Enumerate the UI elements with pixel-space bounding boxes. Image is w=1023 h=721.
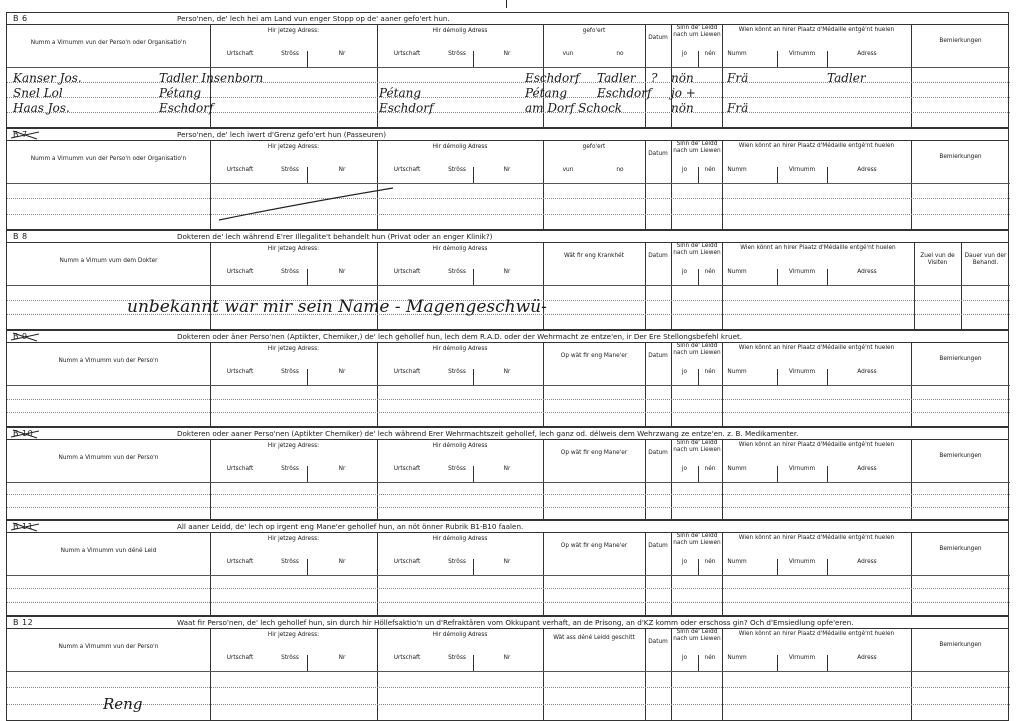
- column-label: Hir démolig Adress: [432, 443, 488, 449]
- column-label: Bemierkungen: [939, 356, 982, 362]
- column-label: Numm: [727, 369, 747, 375]
- column-label: Sinn de' Leidd nach um Liewen: [673, 25, 721, 38]
- handwritten-note: unbekannt war mir sein Name - Magengeschwü-: [127, 297, 547, 317]
- row-rule: [7, 602, 1010, 603]
- column-label: nén: [704, 269, 716, 275]
- column-label: Ströss: [281, 655, 299, 661]
- column-label: Sinn de' Leidd nach um Liewen: [673, 343, 721, 356]
- column-rule: [722, 242, 723, 330]
- column-label: Adress: [857, 167, 877, 173]
- handwritten-entry: jo +: [671, 86, 696, 100]
- column-label: nén: [704, 167, 716, 173]
- section-b9: [6, 330, 1009, 427]
- column-label: Nr: [503, 51, 511, 57]
- section-title-bar: [7, 129, 1008, 141]
- column-label: Ströss: [281, 559, 299, 565]
- column-label: Hir démolig Adress: [432, 28, 488, 34]
- row-rule: [7, 507, 1010, 508]
- column-label: Nr: [338, 466, 346, 472]
- column-label: Bemierkungen: [939, 546, 982, 552]
- column-label: Hir démolig Adress: [432, 144, 488, 150]
- column-label: jo: [681, 466, 688, 472]
- column-label: Adress: [857, 559, 877, 565]
- column-label: vun: [562, 51, 574, 57]
- column-rule: [827, 655, 828, 671]
- column-label: Datum: [648, 353, 668, 359]
- column-label: Urtschaft: [393, 51, 421, 57]
- column-rule: [543, 140, 544, 230]
- column-label: Urtschaft: [226, 559, 254, 565]
- column-rule: [827, 369, 828, 385]
- column-label: Hir jetzeg Adress:: [267, 536, 320, 542]
- column-rule: [377, 532, 378, 616]
- column-label: Urtschaft: [226, 466, 254, 472]
- section-number-strike: [9, 428, 43, 440]
- column-label: Virnumm: [788, 559, 816, 565]
- column-label: gefo'ert: [582, 144, 606, 150]
- column-label: Numm: [727, 559, 747, 565]
- row-rule: [7, 412, 1010, 413]
- column-rule: [671, 140, 672, 230]
- column-label: Sinn de' Leidd nach um Liewen: [673, 440, 721, 453]
- column-label: Numm: [727, 51, 747, 57]
- column-label: gefo'ert: [582, 28, 606, 34]
- column-label: Hir jetzeg Adress:: [267, 28, 320, 34]
- column-label: Hir démolig Adress: [432, 246, 488, 252]
- section-title-bar: [7, 13, 1008, 25]
- column-label: Adress: [857, 51, 877, 57]
- column-label: Wien könnt an hirer Plaatz d'Médaille entgé'nt huelen: [738, 535, 895, 541]
- column-label: Wien könnt an hirer Plaatz d'Médaille entgé'nt huelen: [738, 345, 895, 351]
- column-label: Datum: [648, 450, 668, 456]
- column-label: Ströss: [448, 167, 466, 173]
- row-rule: [7, 671, 1010, 672]
- column-label: Bemierkungen: [939, 642, 982, 648]
- column-rule: [543, 628, 544, 721]
- column-label: Datum: [648, 639, 668, 645]
- column-label: Adress: [857, 466, 877, 472]
- section-number: B 7: [13, 130, 28, 139]
- handwritten-entry: Haas Jos.: [13, 101, 70, 115]
- column-label: Nr: [338, 167, 346, 173]
- handwritten-entry: Tadler Insenborn: [159, 71, 264, 85]
- column-label: Nr: [338, 369, 346, 375]
- column-label: no: [616, 167, 624, 173]
- handwritten-entry: Tadler: [827, 71, 866, 85]
- column-label: Numm: [727, 167, 747, 173]
- column-rule: [210, 140, 211, 230]
- column-rule: [671, 242, 672, 330]
- row-rule: [7, 575, 1010, 576]
- handwritten-entry: Tadler: [597, 71, 636, 85]
- section-number-strike: [9, 521, 43, 533]
- column-rule: [210, 532, 211, 616]
- section-b7: [6, 128, 1009, 230]
- column-label: Adress: [857, 369, 877, 375]
- column-label: Ströss: [281, 51, 299, 57]
- column-label: Nr: [338, 269, 346, 275]
- column-label: Datum: [648, 151, 668, 157]
- column-rule: [827, 466, 828, 482]
- handwritten-entry: ?: [651, 71, 658, 85]
- column-label: Ströss: [281, 369, 299, 375]
- column-rule: [671, 439, 672, 520]
- column-label: Sinn de' Leidd nach um Liewen: [673, 141, 721, 154]
- column-rule: [911, 439, 912, 520]
- column-label: Ströss: [281, 466, 299, 472]
- column-label: Nr: [503, 167, 511, 173]
- column-label: Hir jetzeg Adress:: [267, 144, 320, 150]
- column-label: no: [616, 51, 624, 57]
- section-number: B 9: [13, 332, 28, 341]
- column-label: Wien könnt an hirer Plaatz d'Médaille entgé'nt huelen: [738, 631, 895, 637]
- column-label: Hir démolig Adress: [432, 536, 488, 542]
- column-label: Numm a Virnumm vun der Perso'n oder Organisatio'n: [30, 156, 187, 162]
- column-rule: [827, 167, 828, 183]
- column-label: Ströss: [448, 559, 466, 565]
- column-label: Urtschaft: [393, 167, 421, 173]
- column-label: Op wät fir eng Mane'er: [560, 353, 628, 359]
- column-rule: [827, 269, 828, 285]
- section-title: Dokteren oder äner Perso'nen (Aptikter, Chemiker,) de' lech gehollef hun, lech dem R.A.D. oder der Wehrmacht ze entze'en, ir Der Ere Stellongsbefehl kruet.: [177, 332, 743, 341]
- row-rule: [7, 97, 1010, 98]
- section-title-bar: [7, 521, 1008, 533]
- column-label: Ströss: [281, 269, 299, 275]
- column-label: Numm a Virnum vum dem Dokter: [59, 258, 158, 264]
- section-b12: [6, 616, 1009, 721]
- column-label: Bemierkungen: [939, 38, 982, 44]
- column-rule: [210, 439, 211, 520]
- column-label: Virnumm: [788, 269, 816, 275]
- handwritten-entry: nön: [671, 101, 694, 115]
- column-rule: [827, 559, 828, 575]
- column-label: Numm a Virnumm vun der Perso'n: [58, 644, 159, 650]
- column-label: Ströss: [448, 369, 466, 375]
- column-label: Urtschaft: [393, 269, 421, 275]
- column-label: Urtschaft: [226, 655, 254, 661]
- column-label: Datum: [648, 35, 668, 41]
- column-label: Urtschaft: [393, 559, 421, 565]
- section-number: B 10: [13, 429, 34, 438]
- column-rule: [722, 439, 723, 520]
- row-rule: [7, 399, 1010, 400]
- column-rule: [210, 628, 211, 721]
- column-label: Numm a Virnumm vun der Perso'n: [58, 455, 159, 461]
- column-label: Bemierkungen: [939, 154, 982, 160]
- section-title: Perso'nen, de' lech hei am Land vun enger Stopp op de' aaner gefo'ert hun.: [177, 14, 450, 23]
- row-rule: [7, 183, 1010, 184]
- column-rule: [827, 51, 828, 67]
- column-label: Urtschaft: [393, 369, 421, 375]
- handwritten-entry: Kanser Jos.: [13, 71, 82, 85]
- column-label: Adress: [857, 269, 877, 275]
- section-number: B 11: [13, 522, 34, 531]
- column-label: Virnumm: [788, 369, 816, 375]
- column-rule: [671, 532, 672, 616]
- column-label: Nr: [338, 655, 346, 661]
- section-title: Perso'nen, de' lech iwert d'Grenz gefo'ert hun (Passeuren): [177, 130, 387, 139]
- column-label: jo: [681, 167, 688, 173]
- section-number: B 8: [13, 232, 28, 241]
- handwritten-entry: Pétang: [159, 86, 202, 100]
- section-title-bar: [7, 428, 1008, 440]
- column-rule: [722, 532, 723, 616]
- column-label: jo: [681, 51, 688, 57]
- column-rule: [377, 628, 378, 721]
- column-label: Urtschaft: [226, 167, 254, 173]
- handwritten-entry: Snel Lol: [13, 86, 63, 100]
- column-label: Hir démolig Adress: [432, 632, 488, 638]
- column-label: Wien könnt an hirer Plaatz d'Médaille entgé'nt huelen: [738, 27, 895, 33]
- column-label: Urtschaft: [226, 51, 254, 57]
- column-label: jo: [681, 369, 688, 375]
- column-label: Nr: [503, 559, 511, 565]
- handwritten-entry: Frä: [727, 101, 749, 115]
- handwritten-entry: am Dorf Schock: [525, 101, 623, 115]
- column-label: Urtschaft: [393, 655, 421, 661]
- row-rule: [7, 588, 1010, 589]
- column-label: Zuel vun de Visiten: [920, 253, 955, 266]
- handwritten-entry: Pétang: [525, 86, 568, 100]
- section-b8: [6, 230, 1009, 330]
- handwritten-entry: Eschdorf: [159, 101, 214, 115]
- column-label: Urtschaft: [393, 466, 421, 472]
- row-rule: [7, 285, 1010, 286]
- column-label: Hir démolig Adress: [432, 346, 488, 352]
- column-label: Sinn de' Leidd nach um Liewen: [673, 243, 721, 256]
- column-label: Wät fir eng Krankhét: [564, 253, 624, 259]
- column-label: Virnumm: [788, 51, 816, 57]
- column-label: Numm a Virnumm vun der Perso'n oder Organisatio'n: [30, 40, 187, 46]
- fold-mark: [506, 0, 507, 8]
- section-number-strike: [9, 331, 43, 343]
- column-rule: [377, 439, 378, 520]
- column-rule: [722, 140, 723, 230]
- section-title-bar: [7, 617, 1008, 629]
- column-label: Nr: [503, 466, 511, 472]
- column-label: Ströss: [448, 466, 466, 472]
- handwritten-entry: Eschdorf: [379, 101, 434, 115]
- section-title-bar: [7, 331, 1008, 343]
- column-label: Hir jetzeg Adress:: [267, 346, 320, 352]
- column-label: Sinn de' Leidd nach um Liewen: [673, 629, 721, 642]
- section-number: B 6: [13, 14, 28, 23]
- section-title: All aaner Leidd, de' lech op irgent eng Mane'er gehollef hun, an nöt önner Rubrik B1-B10 faalen.: [177, 522, 524, 531]
- column-label: Wien könnt an hirer Plaatz d'Médaille entgé'nt huelen: [738, 442, 895, 448]
- column-label: jo: [681, 269, 688, 275]
- row-rule: [7, 112, 1010, 113]
- row-rule: [7, 687, 1010, 688]
- column-label: nén: [704, 51, 716, 57]
- column-label: jo: [681, 559, 688, 565]
- section-b10: [6, 427, 1009, 520]
- section-title-bar: [7, 231, 1008, 243]
- section-b11: [6, 520, 1009, 616]
- handwritten-entry: Pétang: [379, 86, 422, 100]
- row-rule: [7, 494, 1010, 495]
- column-label: jo: [681, 655, 688, 661]
- column-label: Virnumm: [788, 167, 816, 173]
- column-label: Virnumm: [788, 655, 816, 661]
- column-label: Dauer vun der Behandl.: [964, 253, 1007, 266]
- column-label: Nr: [503, 269, 511, 275]
- column-label: Ströss: [448, 51, 466, 57]
- column-rule: [911, 532, 912, 616]
- column-label: Op wät fir eng Mane'er: [560, 543, 628, 549]
- section-title: Dokteren oder aaner Perso'nen (Aptikter Chemiker) de' lech während Erer Wehrmachtszeit gehollef, lech ganz od. délweis dem Wehrzwang ze entze'en. z. B. Medikamenter.: [177, 429, 799, 438]
- column-label: Numm: [727, 269, 747, 275]
- column-label: vun: [562, 167, 574, 173]
- column-label: Op wät fir eng Mane'er: [560, 450, 628, 456]
- column-label: Ströss: [448, 269, 466, 275]
- column-label: Numm a Virnumm vun déné Leid: [60, 548, 157, 554]
- column-label: Numm a Virnumm vun der Perso'n: [58, 358, 159, 364]
- column-label: Wien könnt an hirer Plaatz d'Médaille entgé'nt huelen: [738, 143, 895, 149]
- column-label: Nr: [338, 51, 346, 57]
- section-title: Waat fir Perso'nen, de' lech gehollef hun, sin durch hir Höllefsaktio'n un d'Refraktären vom Okkupant verhaft, an de Prisong, an d'KZ komm oder erschoss gin? Och d'Emsiedlung opfe'eren.: [177, 618, 854, 627]
- section-title: Dokteren de' lech während E'rer Illegalite't behandelt hun (Privat oder an enger Klinik?): [177, 232, 493, 241]
- column-label: nén: [704, 466, 716, 472]
- column-label: Numm: [727, 466, 747, 472]
- column-label: Nr: [503, 369, 511, 375]
- column-label: Nr: [503, 655, 511, 661]
- column-label: nén: [704, 369, 716, 375]
- column-label: Hir jetzeg Adress:: [267, 443, 320, 449]
- row-rule: [7, 67, 1010, 68]
- column-rule: [671, 628, 672, 721]
- column-label: Hir jetzeg Adress:: [267, 632, 320, 638]
- handwritten-entry: Eschdorf: [525, 71, 580, 85]
- row-rule: [7, 704, 1010, 705]
- row-rule: [7, 198, 1010, 199]
- column-label: nén: [704, 559, 716, 565]
- row-rule: [7, 482, 1010, 483]
- column-label: Ströss: [281, 167, 299, 173]
- column-label: Urtschaft: [226, 269, 254, 275]
- column-label: Hir jetzeg Adress:: [267, 246, 320, 252]
- handwritten-entry: Reng: [103, 695, 143, 713]
- column-label: Bemierkungen: [939, 453, 982, 459]
- column-label: Wät ass déné Leidd geschitt: [553, 635, 635, 641]
- handwritten-entry: Frä: [727, 71, 749, 85]
- column-label: Sinn de' Leidd nach um Liewen: [673, 533, 721, 546]
- cross-out-stroke: [217, 184, 397, 224]
- column-label: Virnumm: [788, 466, 816, 472]
- section-number-strike: [9, 129, 43, 141]
- column-label: Wien könnt an hirer Plaatz d'Médaille entgé'nt huelen: [740, 245, 896, 251]
- section-number: B 12: [13, 618, 34, 627]
- handwritten-entry: Eschdorf: [597, 86, 652, 100]
- column-label: nén: [704, 655, 716, 661]
- column-label: Nr: [338, 559, 346, 565]
- row-rule: [7, 385, 1010, 386]
- handwritten-entry: nön: [671, 71, 694, 85]
- column-label: Adress: [857, 655, 877, 661]
- column-label: Numm: [727, 655, 747, 661]
- column-label: Urtschaft: [226, 369, 254, 375]
- column-label: Ströss: [448, 655, 466, 661]
- column-rule: [722, 628, 723, 721]
- section-b6: [6, 12, 1009, 128]
- column-label: Datum: [648, 253, 668, 259]
- column-label: Datum: [648, 543, 668, 549]
- row-rule: [7, 214, 1010, 215]
